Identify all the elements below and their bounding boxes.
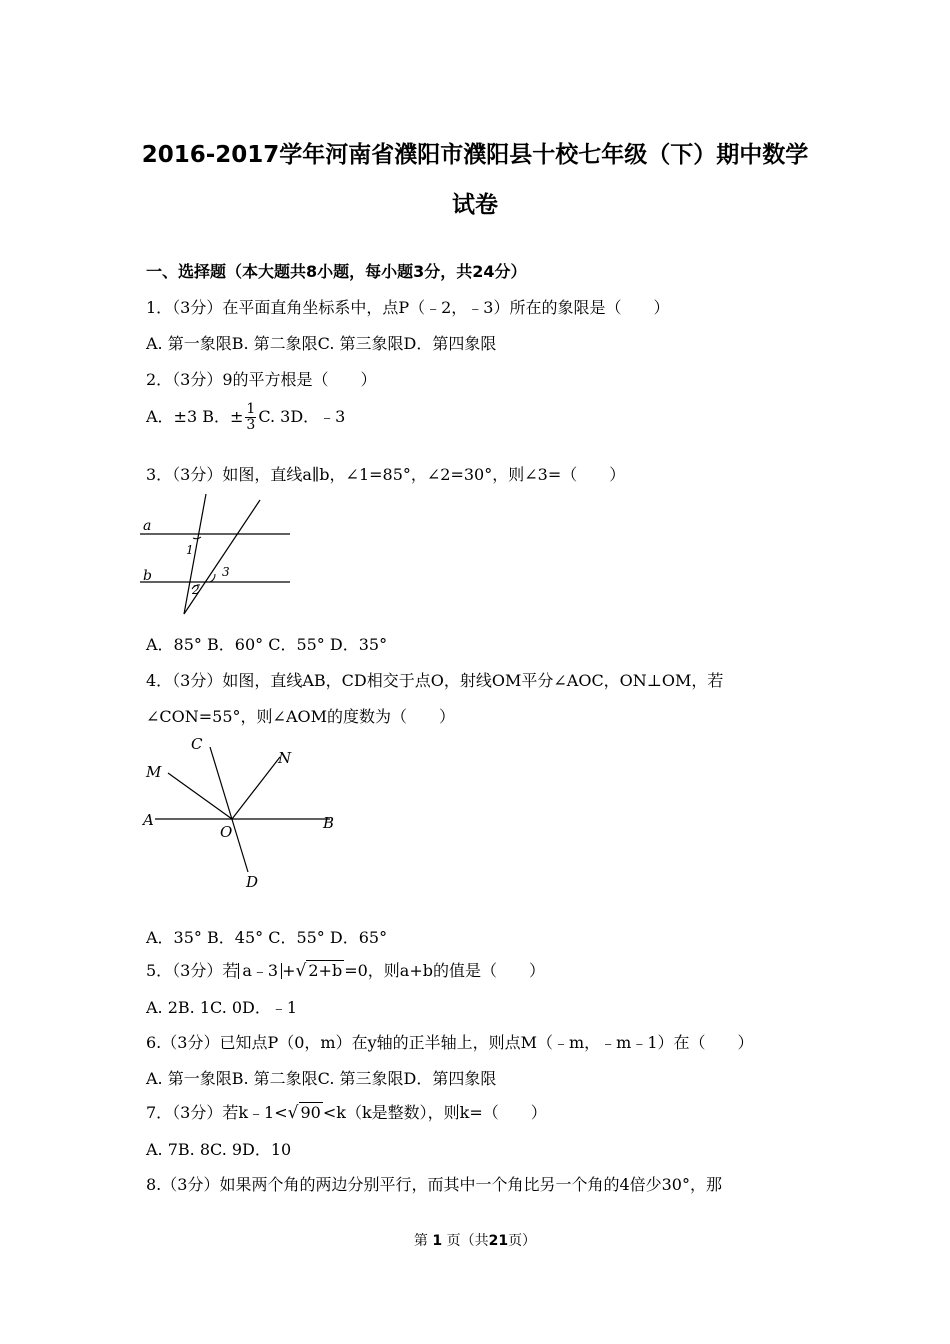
page-title-line1: 2016-2017学年河南省濮阳市濮阳县十校七年级（下）期中数学	[141, 142, 809, 168]
q5-sqrt-icon: √	[295, 961, 307, 981]
q4-label-n: N	[278, 749, 292, 767]
q2-stem: 2．（3分）9的平方根是（ ）	[146, 370, 377, 389]
q7-stem	[146, 1100, 547, 1123]
q4-options: A．35° B．45° C．55° D．65°	[146, 928, 388, 947]
q4-stem-line1: 4．（3分）如图，直线AB，CD相交于点O，射线OM平分∠AOC，ON⊥OM，若	[146, 671, 724, 690]
page-footer	[0, 1230, 950, 1250]
q2-options	[146, 402, 345, 433]
q4-label-o: O	[220, 823, 233, 841]
section-heading: 一、选择题（本大题共8小题，每小题3分，共24分）	[146, 262, 527, 281]
q5-stem-suffix: =0，则a+b的值是（ ）	[344, 961, 545, 980]
q2-option-cd: C. 3D．﹣3	[258, 407, 346, 426]
q5-options: A. 2B. 1C. 0D．﹣1	[146, 998, 298, 1017]
q7-radicand: 90	[300, 1103, 321, 1122]
q4-label-d: D	[246, 873, 259, 891]
page-title-line2: 试卷	[452, 192, 498, 218]
q3-label-3: 3	[222, 565, 230, 579]
footer-prefix: 第	[413, 1233, 428, 1249]
q5-radicand: 2+b	[308, 961, 343, 980]
q4-ray-om	[168, 773, 232, 819]
q3-label-1: 1	[186, 543, 194, 557]
q8-stem: 8.（3分）如果两个角的两边分别平行，而其中一个角比另一个角的4倍少30°，那	[146, 1175, 722, 1194]
q3-stem: 3．（3分）如图，直线a∥b，∠1=85°，∠2=30°，则∠3=（ ）	[146, 465, 626, 484]
footer-page-number: 1	[432, 1233, 443, 1249]
q7-stem-suffix: <k（k是整数），则k=（ ）	[322, 1103, 547, 1122]
q3-options: A．85° B．60° C．55° D．35°	[146, 635, 388, 654]
q4-ray-on	[232, 757, 280, 819]
q4-stem-line2: ∠CON=55°，则∠AOM的度数为（ ）	[146, 707, 455, 726]
q7-stem-prefix: 7．（3分）若k﹣1<	[146, 1103, 288, 1122]
q5-stem	[146, 958, 545, 981]
q6-options: A. 第一象限B. 第二象限C. 第三象限D．第四象限	[146, 1069, 497, 1088]
q4-figure	[140, 732, 350, 892]
q3-angle-1-arc	[193, 537, 201, 539]
q4-label-b: B	[323, 814, 335, 832]
q2-fraction	[245, 402, 256, 433]
q2-fraction-denominator: 3	[246, 417, 256, 433]
q4-label-a: A	[143, 811, 154, 829]
q4-label-c: C	[191, 735, 203, 753]
q5-absolute-value: a﹣3	[238, 963, 282, 979]
q3-label-a: a	[143, 518, 152, 534]
footer-total-pages: 21	[488, 1233, 509, 1249]
q7-radical	[288, 1103, 323, 1123]
q3-angle-3-arc	[210, 574, 215, 582]
q5-plus: +	[282, 961, 296, 980]
footer-middle: 页（共	[446, 1233, 489, 1249]
q2-option-ab: A．±3 B．±	[146, 407, 244, 426]
q3-label-2: 2	[192, 583, 200, 597]
q2-fraction-numerator: 1	[246, 401, 256, 417]
q3-figure	[140, 490, 300, 620]
footer-suffix: 页）	[508, 1233, 537, 1249]
q1-options: A. 第一象限B. 第二象限C. 第三象限D．第四象限	[146, 334, 497, 353]
q5-radical	[296, 961, 345, 981]
q4-label-m: M	[146, 763, 162, 781]
q5-stem-prefix: 5．（3分）若	[146, 961, 239, 980]
q4-line-cd	[210, 747, 248, 872]
q1-stem: 1．（3分）在平面直角坐标系中，点P（﹣2，﹣3）所在的象限是（ ）	[146, 298, 670, 317]
q7-sqrt-icon: √	[287, 1103, 299, 1123]
q3-label-b: b	[143, 568, 152, 584]
q7-options: A. 7B. 8C. 9D．10	[146, 1140, 292, 1159]
q6-stem: 6.（3分）已知点P（0，m）在y轴的正半轴上，则点M（﹣m，﹣m﹣1）在（ ）	[146, 1033, 754, 1052]
